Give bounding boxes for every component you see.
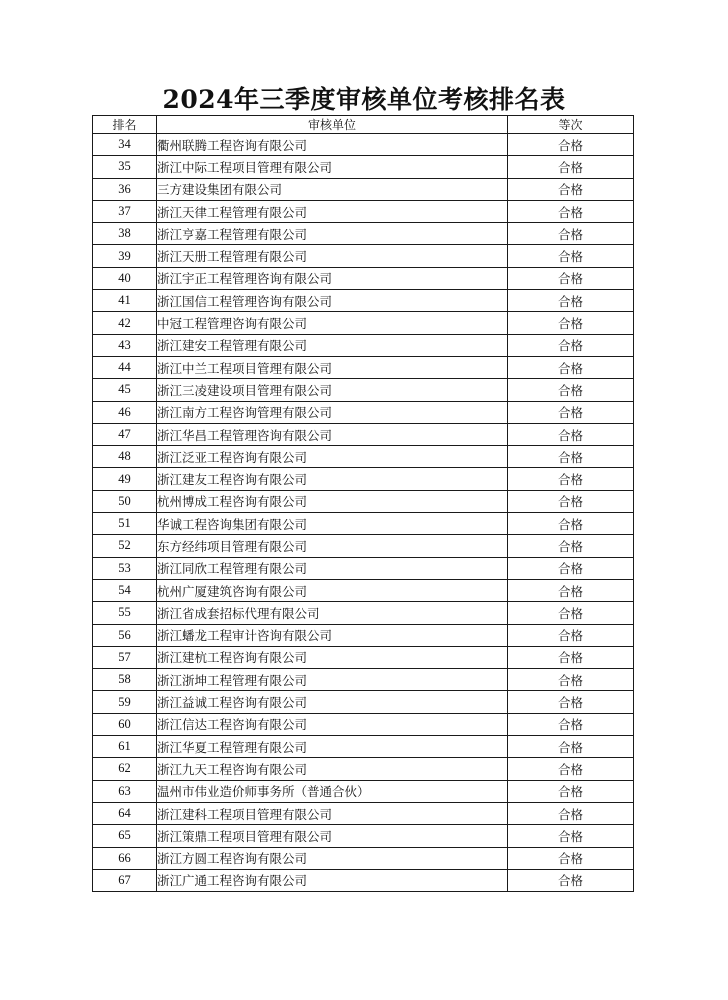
column-header-unit: 审核单位 [157,116,508,134]
rank-cell: 45 [93,379,157,401]
column-header-grade: 等次 [508,116,634,134]
unit-name-cell: 杭州博成工程咨询有限公司 [157,490,508,512]
unit-name-cell: 浙江南方工程咨询管理有限公司 [157,401,508,423]
grade-cell: 合格 [508,713,634,735]
unit-name-cell: 浙江中兰工程项目管理有限公司 [157,356,508,378]
grade-cell: 合格 [508,245,634,267]
rank-cell: 39 [93,245,157,267]
unit-name-cell: 浙江华昌工程管理咨询有限公司 [157,423,508,445]
unit-name-cell: 浙江省成套招标代理有限公司 [157,602,508,624]
rank-cell: 53 [93,557,157,579]
grade-cell: 合格 [508,490,634,512]
rank-cell: 60 [93,713,157,735]
grade-cell: 合格 [508,736,634,758]
grade-cell: 合格 [508,334,634,356]
table-row [93,490,634,512]
table-row [93,579,634,601]
table-row [93,356,634,378]
grade-cell: 合格 [508,446,634,468]
rank-cell: 43 [93,334,157,356]
page-title: 2024年三季度审核单位考核排名表 [162,85,566,114]
rank-cell: 55 [93,602,157,624]
grade-cell: 合格 [508,535,634,557]
grade-cell: 合格 [508,624,634,646]
table-header-row [93,116,634,134]
rank-cell: 41 [93,290,157,312]
rank-cell: 47 [93,423,157,445]
grade-cell: 合格 [508,200,634,222]
rank-cell: 56 [93,624,157,646]
grade-cell: 合格 [508,312,634,334]
rank-cell: 54 [93,579,157,601]
unit-name-cell: 浙江浙坤工程管理有限公司 [157,669,508,691]
rank-cell: 51 [93,513,157,535]
unit-name-cell: 浙江中际工程项目管理有限公司 [157,156,508,178]
table-row [93,713,634,735]
unit-name-cell: 浙江泛亚工程咨询有限公司 [157,446,508,468]
unit-name-cell: 浙江国信工程管理咨询有限公司 [157,290,508,312]
rank-cell: 48 [93,446,157,468]
unit-name-cell: 浙江益诚工程咨询有限公司 [157,691,508,713]
table-row [93,134,634,156]
unit-name-cell: 浙江天律工程管理有限公司 [157,200,508,222]
grade-cell: 合格 [508,468,634,490]
unit-name-cell: 浙江三凌建设项目管理有限公司 [157,379,508,401]
table-row [93,780,634,802]
unit-name-cell: 浙江同欣工程管理有限公司 [157,557,508,579]
grade-cell: 合格 [508,156,634,178]
rank-cell: 46 [93,401,157,423]
table-row [93,200,634,222]
grade-cell: 合格 [508,356,634,378]
grade-cell: 合格 [508,178,634,200]
unit-name-cell: 华诚工程咨询集团有限公司 [157,513,508,535]
grade-cell: 合格 [508,691,634,713]
grade-cell: 合格 [508,290,634,312]
table-row [93,290,634,312]
table-row [93,557,634,579]
rank-cell: 37 [93,200,157,222]
table-row [93,379,634,401]
grade-cell: 合格 [508,223,634,245]
column-header-rank: 排名 [93,116,157,134]
grade-cell: 合格 [508,780,634,802]
table-row [93,245,634,267]
unit-name-cell: 杭州广厦建筑咨询有限公司 [157,579,508,601]
unit-name-cell: 浙江建友工程咨询有限公司 [157,468,508,490]
table-row [93,334,634,356]
grade-cell: 合格 [508,602,634,624]
table-row [93,267,634,289]
unit-name-cell: 浙江九天工程咨询有限公司 [157,758,508,780]
unit-name-cell: 温州市伟业造价师事务所（普通合伙） [157,780,508,802]
ranking-table [92,115,634,892]
table-row [93,847,634,869]
unit-name-cell: 三方建设集团有限公司 [157,178,508,200]
table-row [93,446,634,468]
table-row [93,758,634,780]
rank-cell: 65 [93,825,157,847]
table-row [93,802,634,824]
table-row [93,669,634,691]
grade-cell: 合格 [508,869,634,891]
rank-cell: 49 [93,468,157,490]
grade-cell: 合格 [508,513,634,535]
table-row [93,513,634,535]
table-row [93,624,634,646]
unit-name-cell: 浙江方圆工程咨询有限公司 [157,847,508,869]
table-row [93,646,634,668]
rank-cell: 66 [93,847,157,869]
unit-name-cell: 衢州联腾工程咨询有限公司 [157,134,508,156]
rank-cell: 35 [93,156,157,178]
grade-cell: 合格 [508,134,634,156]
table-body [93,134,634,892]
rank-cell: 50 [93,490,157,512]
rank-cell: 36 [93,178,157,200]
table-row [93,423,634,445]
rank-cell: 44 [93,356,157,378]
rank-cell: 67 [93,869,157,891]
table-row [93,223,634,245]
rank-cell: 64 [93,802,157,824]
unit-name-cell: 浙江建安工程管理有限公司 [157,334,508,356]
rank-cell: 42 [93,312,157,334]
grade-cell: 合格 [508,267,634,289]
table-row [93,736,634,758]
unit-name-cell: 浙江蟠龙工程审计咨询有限公司 [157,624,508,646]
unit-name-cell: 浙江建科工程项目管理有限公司 [157,802,508,824]
unit-name-cell: 浙江天册工程管理有限公司 [157,245,508,267]
grade-cell: 合格 [508,646,634,668]
table-row [93,312,634,334]
grade-cell: 合格 [508,847,634,869]
table-row [93,535,634,557]
rank-cell: 34 [93,134,157,156]
rank-cell: 59 [93,691,157,713]
grade-cell: 合格 [508,557,634,579]
unit-name-cell: 浙江华夏工程管理有限公司 [157,736,508,758]
unit-name-cell: 浙江策鼎工程项目管理有限公司 [157,825,508,847]
unit-name-cell: 浙江亨嘉工程管理有限公司 [157,223,508,245]
grade-cell: 合格 [508,825,634,847]
rank-cell: 62 [93,758,157,780]
table-row [93,691,634,713]
grade-cell: 合格 [508,579,634,601]
table-row [93,156,634,178]
table-row [93,401,634,423]
rank-cell: 57 [93,646,157,668]
rank-cell: 61 [93,736,157,758]
table-row [93,869,634,891]
unit-name-cell: 浙江建杭工程咨询有限公司 [157,646,508,668]
grade-cell: 合格 [508,401,634,423]
table-row [93,178,634,200]
rank-cell: 63 [93,780,157,802]
unit-name-cell: 浙江广通工程咨询有限公司 [157,869,508,891]
unit-name-cell: 中冠工程管理咨询有限公司 [157,312,508,334]
grade-cell: 合格 [508,669,634,691]
table-row [93,602,634,624]
rank-cell: 58 [93,669,157,691]
table-row [93,468,634,490]
grade-cell: 合格 [508,758,634,780]
unit-name-cell: 东方经纬项目管理有限公司 [157,535,508,557]
rank-cell: 38 [93,223,157,245]
unit-name-cell: 浙江宇正工程管理咨询有限公司 [157,267,508,289]
rank-cell: 52 [93,535,157,557]
grade-cell: 合格 [508,379,634,401]
unit-name-cell: 浙江信达工程咨询有限公司 [157,713,508,735]
rank-cell: 40 [93,267,157,289]
grade-cell: 合格 [508,802,634,824]
grade-cell: 合格 [508,423,634,445]
table-row [93,825,634,847]
